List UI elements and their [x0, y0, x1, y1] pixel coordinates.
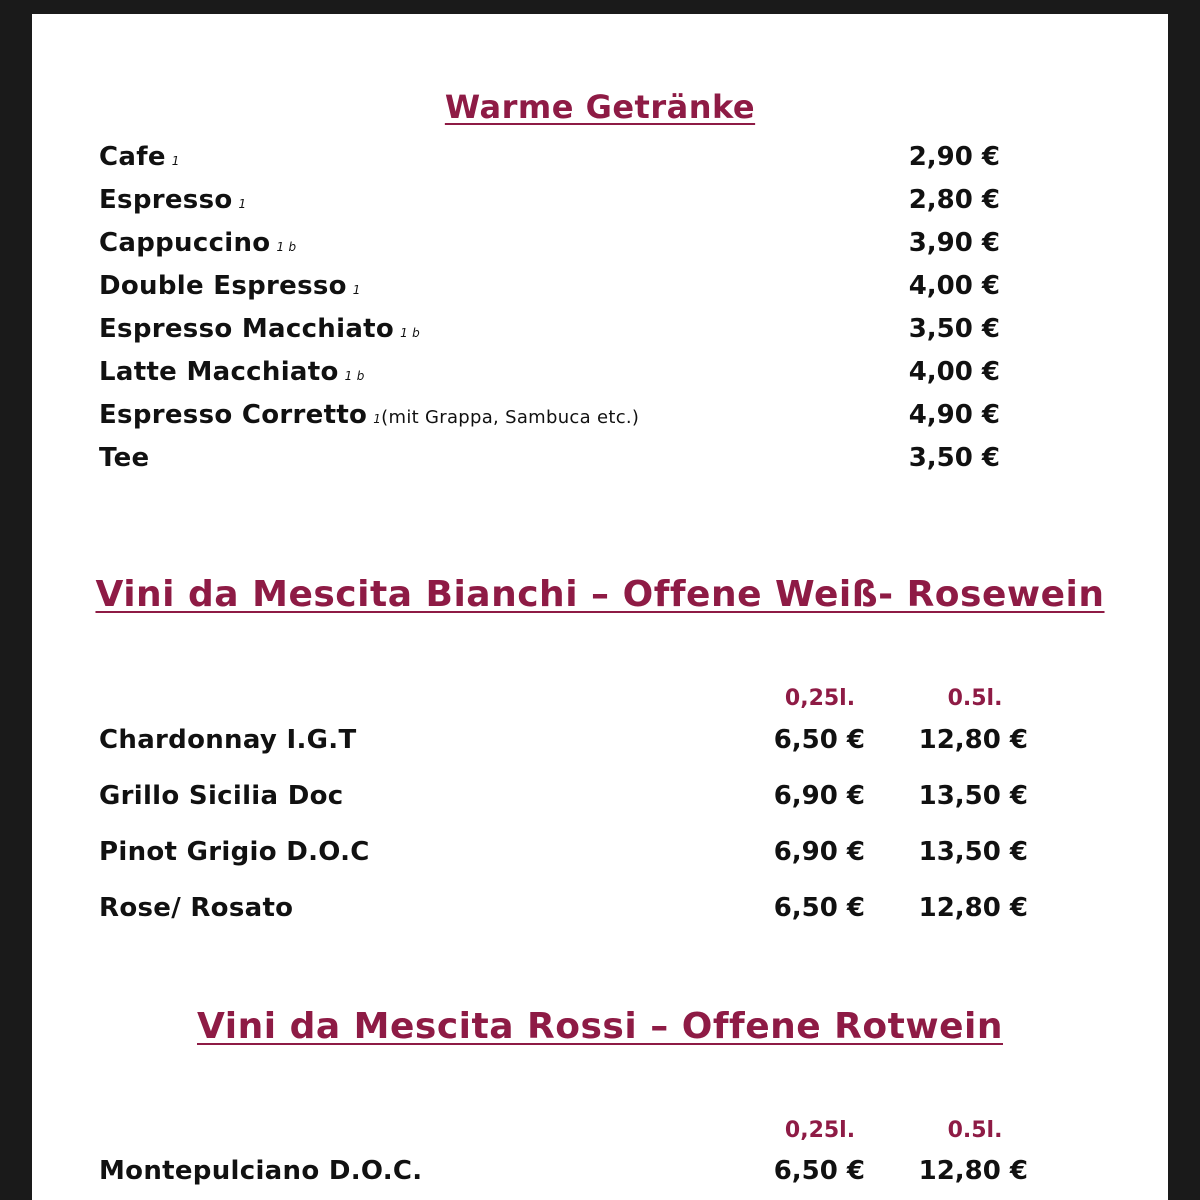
item-price: 2,80 € [908, 185, 1000, 215]
volume-small-header: 0,25l. [784, 686, 856, 711]
menu-item [0, 400, 1200, 440]
allergen-note: 1 b [276, 240, 297, 254]
menu-item [0, 228, 1200, 268]
item-extra-info: (mit Grappa, Sambuca etc.) [381, 407, 640, 428]
price-small: 6,90 € [773, 781, 865, 811]
price-small: 6,50 € [773, 725, 865, 755]
item-price: 4,90 € [908, 400, 1000, 430]
wine-name: Grillo Sicilia Doc [99, 781, 344, 811]
item-name: Espresso Corretto 1(mit Grappa, Sambuca etc.) [99, 400, 640, 430]
wine-name: Rose/ Rosato [99, 893, 294, 923]
wine-row [0, 725, 1200, 765]
wine-name: Chardonnay I.G.T [99, 725, 357, 755]
price-large: 12,80 € [918, 1156, 1028, 1186]
item-price: 3,50 € [908, 314, 1000, 344]
menu-item [0, 443, 1200, 483]
allergen-note: 1 [373, 412, 382, 426]
white-wine-heading: Vini da Mescita Bianchi – Offene Weiß- Rosewein [95, 574, 1105, 615]
price-large: 13,50 € [918, 837, 1028, 867]
item-price: 3,50 € [908, 443, 1000, 473]
item-name: Tee [99, 443, 150, 473]
allergen-note: 1 [171, 154, 180, 168]
wine-name: Montepulciano D.O.C. [99, 1156, 423, 1186]
item-name: Double Espresso 1 [99, 271, 361, 301]
item-name: Espresso Macchiato 1 b [99, 314, 421, 344]
price-small: 6,50 € [773, 893, 865, 923]
allergen-note: 1 b [344, 369, 365, 383]
allergen-note: 1 [238, 197, 247, 211]
wine-name: Pinot Grigio D.O.C [99, 837, 370, 867]
item-name: Latte Macchiato 1 b [99, 357, 365, 387]
price-small: 6,50 € [773, 1156, 865, 1186]
wine-row [0, 837, 1200, 877]
allergen-note: 1 b [400, 326, 421, 340]
price-small: 6,90 € [773, 837, 865, 867]
wine-row [0, 781, 1200, 821]
price-large: 12,80 € [918, 725, 1028, 755]
item-price: 3,90 € [908, 228, 1000, 258]
volume-small-header: 0,25l. [784, 1118, 856, 1143]
menu-item [0, 185, 1200, 225]
menu-item [0, 142, 1200, 182]
menu-item [0, 314, 1200, 354]
wine-row [0, 893, 1200, 933]
red-wine-heading: Vini da Mescita Rossi – Offene Rotwein [197, 1006, 1003, 1047]
volume-large-header: 0.5l. [947, 686, 1003, 711]
volume-large-header: 0.5l. [947, 1118, 1003, 1143]
item-price: 2,90 € [908, 142, 1000, 172]
menu-item [0, 357, 1200, 397]
price-large: 13,50 € [918, 781, 1028, 811]
item-name: Espresso 1 [99, 185, 247, 215]
wine-row [0, 1156, 1200, 1196]
price-large: 12,80 € [918, 893, 1028, 923]
item-name: Cafe 1 [99, 142, 180, 172]
item-price: 4,00 € [908, 357, 1000, 387]
menu-item [0, 271, 1200, 311]
allergen-note: 1 [352, 283, 361, 297]
warm-drinks-heading: Warme Getränke [444, 88, 756, 126]
item-price: 4,00 € [908, 271, 1000, 301]
item-name: Cappuccino 1 b [99, 228, 297, 258]
